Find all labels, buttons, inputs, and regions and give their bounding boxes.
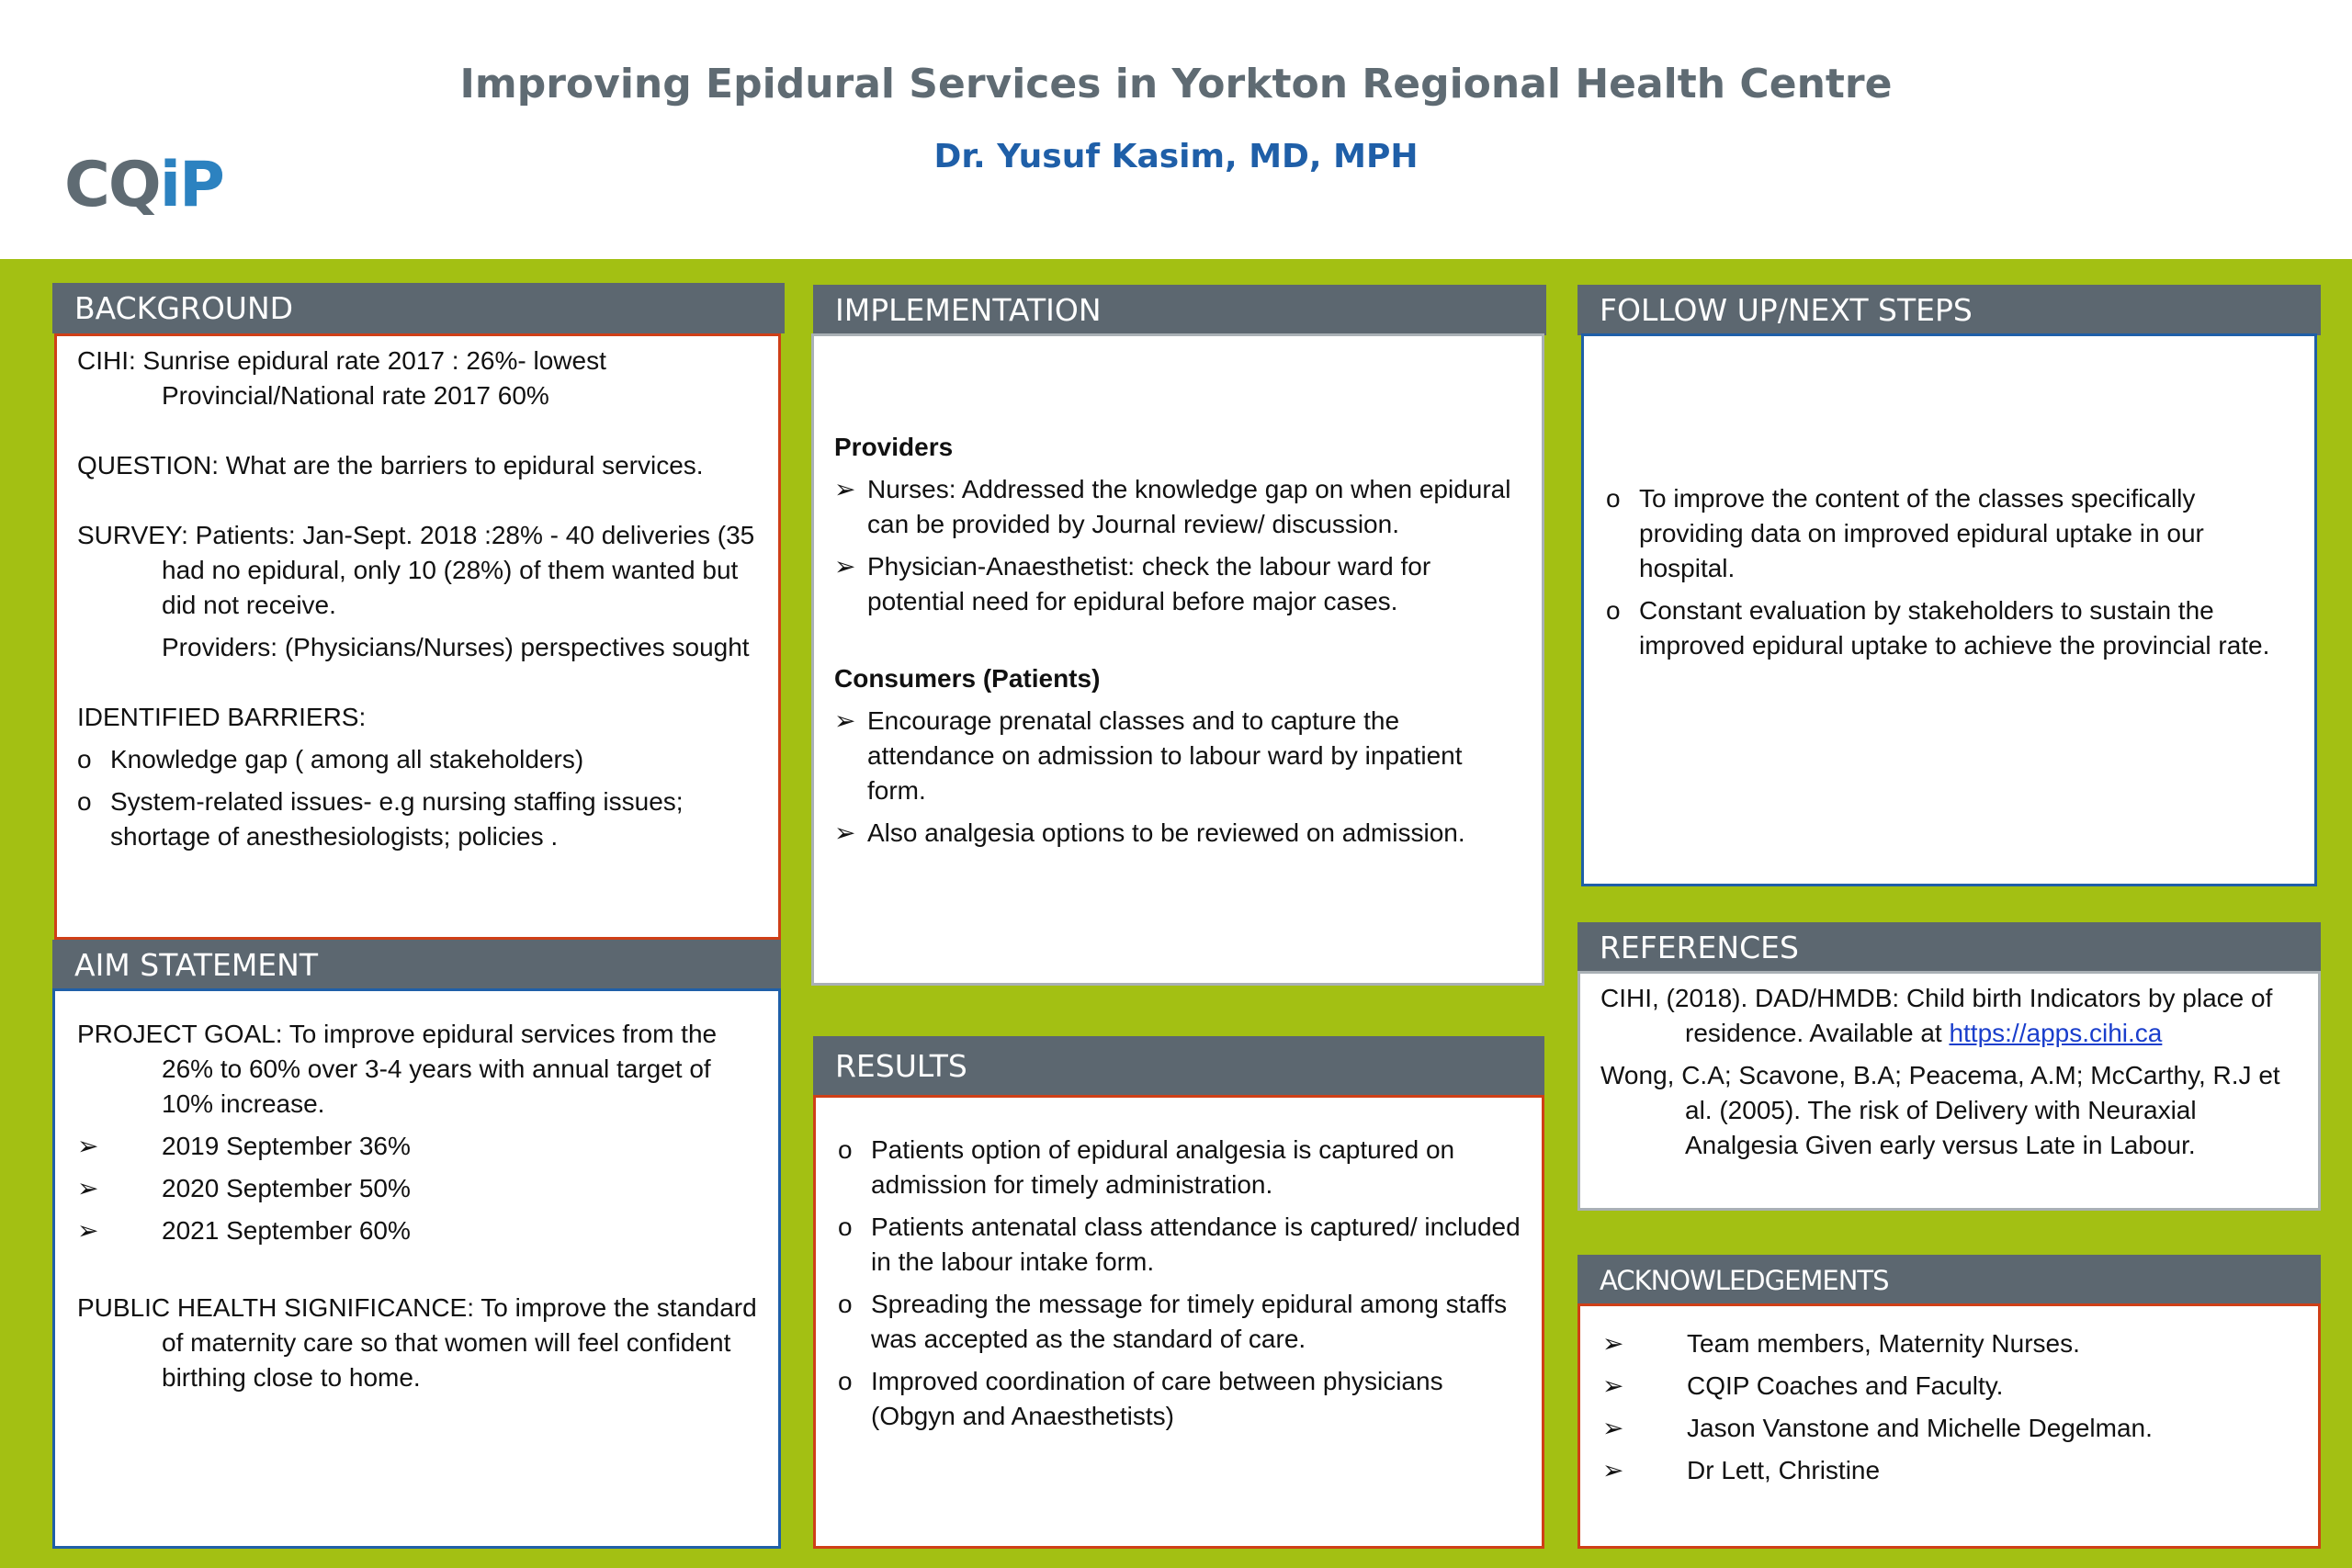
list-item: ➢ Encourage prenatal classes and to capture the attendance on admission to labour ward by inpatient form. (834, 704, 1523, 808)
background-panel (54, 333, 781, 940)
list-item: ➢ 2020 September 50% (77, 1171, 760, 1206)
implementation-panel (811, 333, 1544, 986)
list-item: o Spreading the message for timely epidural among staffs was accepted as the standard of care. (838, 1287, 1523, 1357)
arrow-bullet-icon: ➢ (1602, 1329, 1624, 1358)
list-item: ➢ Jason Vanstone and Michelle Degelman. (1602, 1411, 2300, 1446)
arrow-bullet-icon: ➢ (77, 1132, 99, 1160)
poster-title: Improving Epidural Services in Yorkton Regional Health Centre (459, 61, 1893, 107)
results-heading: RESULTS (813, 1036, 1544, 1095)
arrow-bullet-icon: ➢ (834, 552, 856, 581)
circle-bullet-icon: o (77, 787, 92, 816)
arrow-bullet-icon: ➢ (77, 1174, 99, 1202)
reference-2: Wong, C.A; Scavone, B.A; Peacema, A.M; McCarthy, R.J et al. (2005). The risk of Delivery with Neuraxial Analgesia Given early versus Late in Labour. (1600, 1061, 2280, 1159)
circle-bullet-icon: o (77, 745, 92, 773)
arrow-bullet-icon: ➢ (834, 818, 856, 847)
barriers-heading: IDENTIFIED BARRIERS: (77, 703, 367, 731)
reference-link[interactable]: https://apps.cihi.ca (1949, 1019, 2163, 1047)
circle-bullet-icon: o (838, 1135, 853, 1164)
list-item: o Patients antenatal class attendance is captured/ included in the labour intake form. (838, 1210, 1523, 1280)
circle-bullet-icon: o (838, 1290, 853, 1318)
background-heading: BACKGROUND (52, 283, 785, 333)
consumers-heading: Consumers (Patients) (834, 664, 1101, 693)
results-panel (813, 1095, 1544, 1549)
list-item: ➢ Team members, Maternity Nurses. (1602, 1326, 2300, 1361)
cihi-line1: CIHI: Sunrise epidural rate 2017 : 26%- lowest (77, 346, 606, 375)
list-item: ➢ Also analgesia options to be reviewed on admission. (834, 816, 1523, 851)
acknowledgements-panel (1577, 1303, 2321, 1549)
list-item: o Patients option of epidural analgesia is captured on admission for timely administration. (838, 1133, 1523, 1202)
list-item: ➢ 2019 September 36% (77, 1129, 760, 1164)
list-item: o To improve the content of the classes specifically providing data on improved epidural uptake in our hospital. (1606, 481, 2278, 586)
list-item: ➢ Nurses: Addressed the knowledge gap on when epidural can be provided by Journal review/ discussion. (834, 472, 1523, 542)
list-item: o Constant evaluation by stakeholders to sustain the improved epidural uptake to achieve the provincial rate. (1606, 593, 2278, 663)
implementation-heading: IMPLEMENTATION (813, 285, 1546, 335)
references-panel (1577, 971, 2321, 1211)
circle-bullet-icon: o (1606, 596, 1621, 625)
aim-panel (52, 988, 781, 1549)
circle-bullet-icon: o (838, 1213, 853, 1241)
list-item: ➢ CQIP Coaches and Faculty. (1602, 1369, 2300, 1404)
public-health-significance: PUBLIC HEALTH SIGNIFICANCE: To improve the standard of maternity care so that women will feel confident birthing close to home. (77, 1293, 757, 1392)
arrow-bullet-icon: ➢ (1602, 1414, 1624, 1442)
providers-heading: Providers (834, 433, 954, 461)
list-item: ➢ Physician-Anaesthetist: check the labour ward for potential need for epidural before major cases. (834, 549, 1523, 619)
arrow-bullet-icon: ➢ (834, 706, 856, 735)
question-text: QUESTION: What are the barriers to epidural services. (77, 451, 704, 479)
references-heading: REFERENCES (1577, 922, 2321, 973)
logo-text-a: CQ (64, 149, 160, 221)
followup-heading: FOLLOW UP/NEXT STEPS (1577, 285, 2321, 335)
survey-patients: SURVEY: Patients: Jan-Sept. 2018 :28% - 40 deliveries (35 had no epidural, only 10 (28%) of them wanted but did not receive. (77, 521, 755, 619)
survey-providers: Providers: (Physicians/Nurses) perspectives sought (162, 633, 750, 661)
list-item: ➢ Dr Lett, Christine (1602, 1453, 2300, 1488)
project-goal: PROJECT GOAL: To improve epidural services from the 26% to 60% over 3-4 years with annual target of 10% increase. (77, 1020, 718, 1118)
list-item: o Improved coordination of care between physicians (Obgyn and Anaesthetists) (838, 1364, 1523, 1434)
poster-author: Dr. Yusuf Kasim, MD, MPH (933, 138, 1419, 175)
logo-text-b: iP (159, 149, 223, 221)
acknowledgements-heading: ACKNOWLEDGEMENTS (1577, 1255, 2321, 1305)
arrow-bullet-icon: ➢ (834, 475, 856, 503)
circle-bullet-icon: o (1606, 484, 1621, 513)
list-item: o Knowledge gap ( among all stakeholders) (77, 742, 760, 777)
aim-heading: AIM STATEMENT (52, 940, 781, 990)
circle-bullet-icon: o (838, 1367, 853, 1395)
list-item: o System-related issues- e.g nursing staffing issues; shortage of anesthesiologists; policies . (77, 784, 760, 854)
arrow-bullet-icon: ➢ (1602, 1371, 1624, 1400)
followup-panel (1581, 333, 2317, 886)
arrow-bullet-icon: ➢ (1602, 1456, 1624, 1484)
poster-header (0, 0, 2352, 257)
cihi-line2: Provincial/National rate 2017 60% (162, 381, 549, 410)
arrow-bullet-icon: ➢ (77, 1216, 99, 1245)
reference-1: CIHI, (2018). DAD/HMDB: Child birth Indicators by place of residence. Available at https://apps.cihi.ca (1600, 984, 2273, 1047)
cqip-logo (64, 149, 223, 221)
list-item: ➢ 2021 September 60% (77, 1213, 760, 1248)
